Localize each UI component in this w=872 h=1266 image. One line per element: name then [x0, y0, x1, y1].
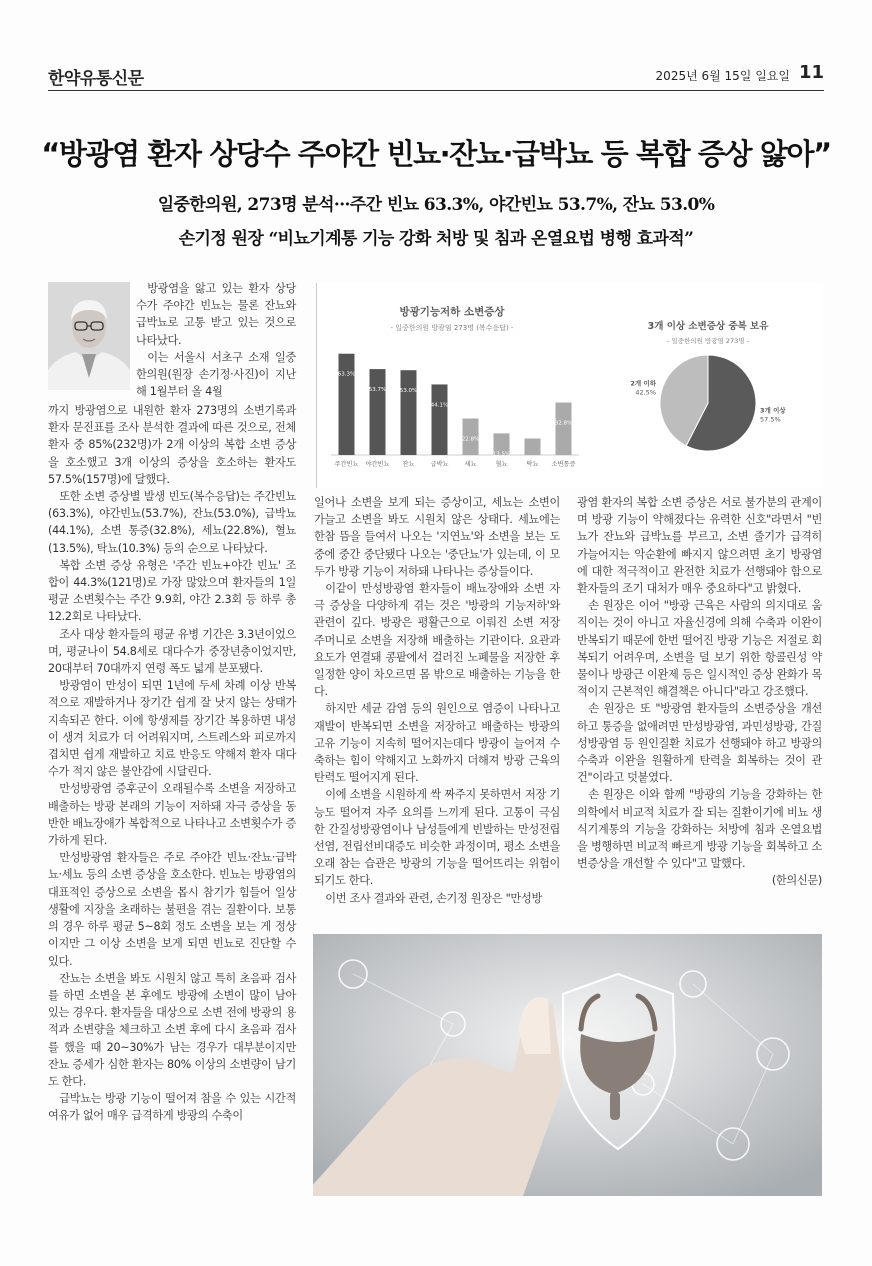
- pie-category-label: 2개 이하: [630, 379, 656, 388]
- subheadline-2: 손기정 원장 “비뇨기계통 기능 강화 처방 및 침과 온열요법 병행 효과적”: [178, 229, 694, 249]
- pie-chart-title: 3개 이상 소변증상 중복 보유: [647, 321, 769, 332]
- headline: “방광염 환자 상당수 주야간 빈뇨·잔뇨·급박뇨 등 복합 증상 앓아”: [41, 137, 831, 171]
- bar-chart-subtitle: - 일중한의원 방광염 273명 (복수응답) -: [390, 324, 514, 332]
- pie-value-label: 57.5%: [760, 415, 781, 424]
- paragraph: 이는 서울시 서초구 소재 일중한의원(원장 손기정·사진)이 지난해 1월부터 올 4월: [136, 350, 296, 399]
- bar-주간빈뇨: [339, 354, 355, 455]
- paragraph: 잔뇨는 소변을 봐도 시원치 않고 특히 초음파 검사를 하면 소변을 본 후에도 방광에 소변이 많이 남아 있는 경우다. 환자들을 대상으로 소변 전에 방광의 용적과 소변량을 체크하고 소변 후에 다시 초음파 검사를 했을 때 20~30%가 남는 경우가 대부분이지만 잔뇨 증세가 심한 환자는 80% 이상의 소변량이 남기도 한다.: [48, 971, 296, 1088]
- article-col1: [48, 402, 296, 1125]
- article-col1-wrap: [136, 280, 296, 400]
- bar-category-label: 소변통증: [551, 461, 576, 468]
- paragraph: 복합 소변 증상 유형은 '주간 빈뇨+야간 빈뇨' 조합이 44.3%(121명)로 가장 많았으며 환자들의 1일 평균 소변횟수는 주간 9.9회, 야간 2.3회 등 하루 총 12.2회로 나타났다.: [48, 558, 296, 624]
- bar-category-label: 탁뇨: [526, 461, 539, 468]
- paragraph: 하지만 세균 감염 등의 원인으로 염증이 나타나고 재발이 반복되면 소변을 저장하고 배출하는 방광의 고유 기능이 지속히 떨어지는데다 방광이 늘어져 수축하는 힘이 약해지고 노화까지 더해져 방광 근육의 탄력도 떨어지게 된다.: [314, 702, 560, 785]
- paragraph: 만성방광염 환자들은 주로 주야간 빈뇨·잔뇨·급박뇨·세뇨 등의 소변 증상을 호소한다. 빈뇨는 방광염의 대표적인 증상으로 소변을 몹시 참기가 힘들어 일상생활에 지장을 초래하는 불편을 겪는 질환이다. 보통의 경우 하루 평균 5~8회 정도 소변을 보는 게 정상이지만 그 이상 소변을 보게 되면 빈뇨로 진단할 수 있다.: [48, 851, 296, 968]
- pie-category-label: 3개 이상: [760, 406, 786, 415]
- bar-category-label: 잔뇨: [402, 461, 415, 468]
- masthead: 한약유통신문: [48, 69, 144, 89]
- pie-chart: [593, 283, 823, 488]
- paragraph: 일어나 소변을 보게 되는 증상이고, 세뇨는 소변이 가늘고 소변을 봐도 시원치 않은 상태다. 세뇨에는 한참 뜸을 들여서 나오는 '지연뇨'와 소변을 보는 도중에 중간 중단됐다 나오는 '중단뇨'가 있는데, 이 모두가 방광 기능이 저하돼 나타나는 증상들이다.: [314, 496, 560, 578]
- bar-value-label: 53.0%: [399, 388, 418, 395]
- bar-chart: [317, 283, 587, 488]
- bar-급박뇨: [432, 384, 448, 455]
- paragraph: 이번 조사 결과와 관련, 손기정 원장은 "만성방: [325, 891, 542, 905]
- bar-value-label: 32.8%: [554, 420, 573, 427]
- bladder-illustration: [313, 934, 822, 1196]
- bar-value-label: 44.1%: [430, 402, 449, 409]
- header-rule: [48, 90, 824, 91]
- paragraph: 만성방광염 증후군이 오래될수록 소변을 저장하고 배출하는 방광 본래의 기능이 저하돼 자극 증상을 동반한 배뇨장애가 복합적으로 나타나고 소변횟수가 증가하게 된다.: [48, 782, 296, 848]
- paragraph: 손 원장은 또 "방광염 환자들의 소변증상을 개선하고 통증을 없애려면 만성방광염, 과민성방광, 간질성방광염 등 원인질환 치료가 선행돼야 하고 방광의 수축과 이완을 원활하게 탄력을 회복하는 것이 관건"이라고 덧붙였다.: [577, 702, 822, 785]
- page-number: 11: [798, 62, 824, 83]
- bar-category-label: 급박뇨: [430, 461, 449, 468]
- paragraph: 광염 환자의 복합 소변 증상은 서로 불가분의 관계이며 방광 기능이 약해졌다는 유력한 신호"라면서 "빈뇨가 잔뇨와 급박뇨를 부르고, 소변 줄기가 급격히 가늘어지는 악순환에 빠지지 않으려면 초기 방광염에 대한 적극적이고 완전한 치료가 선행돼야 함으로 환자들의 조기 대처가 매우 중요하다"고 밝혔다.: [577, 496, 822, 596]
- bar-야간빈뇨: [370, 369, 386, 455]
- bar-category-label: 야간빈뇨: [365, 461, 390, 468]
- bar-value-label: 53.7%: [368, 387, 387, 394]
- bar-탁뇨: [525, 439, 541, 455]
- issue-date: 2025년 6월 15일 일요일: [655, 69, 790, 83]
- bar-value-label: 22.8%: [461, 436, 480, 443]
- bar-category-label: 주간빈뇨: [334, 461, 359, 468]
- bar-value-label: 63.3%: [337, 371, 356, 378]
- director-photo: [48, 282, 130, 390]
- paragraph: 이같이 만성방광염 환자들이 배뇨장애와 소변 자극 증상을 다양하게 겪는 것은 '방광의 기능저하'와 관련이 깊다. 방광은 평활근으로 이뤄진 소변 저장 주머니로 소변을 저장해 배출하는 기관이다. 요관과 요도가 연결돼 콩팥에서 걸러진 노폐물을 저장한 후 일정한 양이 차오르면 몸 밖으로 배출하는 기능을 한다.: [314, 582, 560, 699]
- article-col2: [314, 494, 560, 907]
- bar-category-label: 세뇨: [464, 461, 477, 468]
- bar-소변통증: [556, 403, 572, 455]
- byline: (한의신문): [771, 874, 822, 888]
- bar-value-label: 13.5%: [492, 451, 511, 458]
- paragraph: 까지 방광염으로 내원한 환자 273명의 소변기록과 환자 문진표를 조사 분석한 결과에 따른 것으로, 전체 환자 중 85%(232명)가 2개 이상의 복합 소변 증상을 호소했고 3개 이상의 증상을 호소하는 환자도 57.5%(157명)에 달했다.: [48, 404, 296, 486]
- bar-value-label: 10.3%: [523, 456, 542, 463]
- paragraph: 또한 소변 증상별 발생 빈도(복수응답)는 주간빈뇨(63.3%), 야간빈뇨(53.7%), 잔뇨(53.0%), 급박뇨(44.1%), 소변 통증(32.8%), 세뇨(22.8%), 혈뇨(13.5%), 탁뇨(10.3%) 등의 순으로 나타났다.: [48, 490, 296, 555]
- paragraph: 손 원장은 이와 함께 "방광의 기능을 강화하는 한의학에서 비교적 치료가 잘 되는 질환이기에 비뇨 생식기계통의 기능을 강화하는 처방에 침과 온열요법을 병행하면 비교적 빠르게 방광 기능을 회복하고 소변증상을 개선할 수 있다"고 말했다.: [577, 788, 822, 871]
- chart-panel: [316, 283, 823, 488]
- paragraph: 급박뇨는 방광 기능이 떨어져 참을 수 있는 시간적 여유가 없어 매우 급격하게 방광의 수축이: [48, 1092, 296, 1123]
- paragraph: 방광염이 만성이 되면 1년에 두세 차례 이상 반복적으로 재발하거나 장기간 쉽게 잘 낫지 않는 상태가 지속되곤 한다. 이에 항생제를 장기간 복용하면 내성이 생겨 치료가 더 어려워지며, 스트레스와 피로까지 겹치면 쉽게 재발하고 치료 반응도 약해져 환자 대다수가 적지 않은 불안감에 시달린다.: [48, 679, 296, 779]
- pie-value-label: 42.5%: [635, 388, 656, 397]
- paragraph: 방광염을 앓고 있는 환자 상당수가 주야간 빈뇨는 물론 잔뇨와 급박뇨로 고통 받고 있는 것으로 나타났다.: [136, 282, 296, 347]
- paragraph: 이에 소변을 시원하게 싹 짜주지 못하면서 저장 기능도 떨어져 자주 요의를 느끼게 된다. 고통이 극심한 간질성방광염이나 남성들에게 빈발하는 만성전립선염, 전립선비대증도 비슷한 과정이며, 평소 소변을 오래 참는 습관은 방광의 기능을 떨어뜨리는 위험이 되기도 한다.: [314, 788, 560, 888]
- paragraph: 조사 대상 환자들의 평균 유병 기간은 3.3년이었으며, 평균나이 54.8세로 대다수가 중장년층이었지만, 20대부터 70대까지 연령 폭도 넓게 분포됐다.: [48, 627, 296, 676]
- article-col3: [577, 494, 822, 890]
- bar-잔뇨: [401, 370, 417, 455]
- subheadline-1: 일중한의원, 273명 분석···주간 빈뇨 63.3%, 야간빈뇨 53.7%, 잔뇨 53.0%: [157, 195, 715, 215]
- bar-category-label: 혈뇨: [495, 461, 508, 468]
- pie-chart-subtitle: - 일중한의원 방광염 273명 -: [667, 337, 749, 345]
- bar-chart-title: 방광기능저하 소변증상: [399, 306, 505, 318]
- paragraph: 손 원장은 이어 "방광 근육은 사람의 의지대로 움직이는 것이 아니고 자율신경에 의해 수축과 이완이 반복되기 때문에 한번 떨어진 방광 기능은 저절로 회복되기 어려우며, 소변을 덜 보기 위한 항콜린성 약물이나 방광근 이완제 등은 일시적인 증상 완화가 목적이지 근본적인 해결책은 아니다"라고 강조했다.: [577, 599, 822, 699]
